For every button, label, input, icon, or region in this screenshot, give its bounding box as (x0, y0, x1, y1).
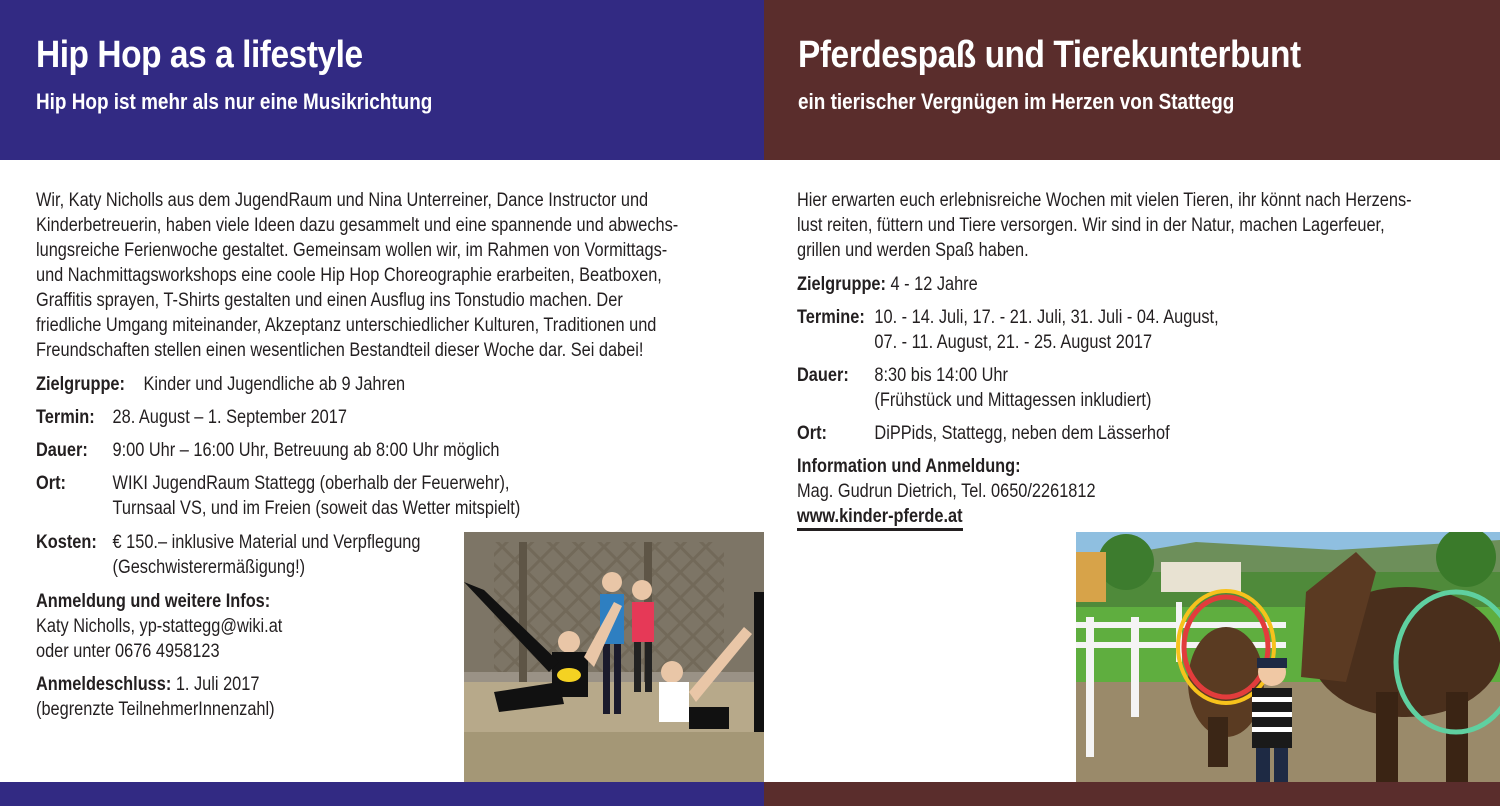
termine-label: Termine: (797, 307, 865, 328)
hiphop-footer-bar (0, 782, 764, 806)
zielgruppe-label: Zielgruppe: (797, 274, 886, 295)
hiphop-header (0, 0, 764, 160)
information-contact: Mag. Gudrun Dietrich, Tel. 0650/2261812 (797, 481, 1096, 502)
description-line: Hier erwarten euch erlebnisreiche Wochen mit vielen Tieren, ihr könnt nach Herzens- (797, 190, 1412, 211)
hiphop-photo (464, 532, 764, 782)
hiphop-subtitle: Hip Hop ist mehr als nur eine Musikrichtung (36, 89, 433, 114)
website-link[interactable]: www.kinder-pferde.at (797, 506, 963, 531)
anmeldeschluss-label: Anmeldeschluss: (36, 674, 172, 695)
termine-value-line2: 07. - 11. August, 21. - 25. August 2017 (874, 332, 1153, 353)
kosten-value-line1: € 150.– inklusive Material und Verpflegung (112, 532, 421, 553)
anmeldeschluss-value: 1. Juli 2017 (175, 674, 260, 695)
dauer-value: 9:00 Uhr – 16:00 Uhr, Betreuung ab 8:00 Uhr möglich (112, 440, 500, 461)
description-line: und Nachmittagsworkshops eine coole Hip Hop Choreographie erarbeiten, Beatboxen, (36, 265, 662, 286)
pferde-title: Pferdespaß und Tierekunterbunt (798, 34, 1301, 76)
pferde-zielgruppe (797, 272, 978, 297)
description-line: lungsreiche Ferienwoche gestaltet. Gemeinsam wollen wir, im Rahmen von Vormittags- (36, 240, 668, 261)
anmeldeschluss-note: (begrenzte TeilnehmerInnenzahl) (36, 699, 275, 720)
anmeldung-label: Anmeldung und weitere Infos: (36, 591, 271, 612)
anmeldung-email: Katy Nicholls, yp-stattegg@wiki.at (36, 616, 283, 637)
description-line: grillen und werden Spaß haben. (797, 240, 1029, 261)
pferde-subtitle: ein tierischer Vergnügen im Herzen von Stattegg (798, 89, 1235, 114)
ort-label: Ort: (797, 423, 827, 444)
pferde-panel (764, 0, 1500, 806)
dauer-label: Dauer: (797, 365, 849, 386)
zielgruppe-value: Kinder und Jugendliche ab 9 Jahren (143, 374, 406, 395)
description-line: Wir, Katy Nicholls aus dem JugendRaum und Nina Unterreiner, Dance Instructor und (36, 190, 649, 211)
anmeldung-phone: oder unter 0676 4958123 (36, 641, 220, 662)
zielgruppe-label: Zielgruppe: (36, 374, 125, 395)
hiphop-title: Hip Hop as a lifestyle (36, 34, 363, 76)
pferde-photo (1076, 532, 1500, 782)
dauer-label: Dauer: (36, 440, 88, 461)
description-line: Kinderbetreuerin, haben viele Ideen dazu gesammelt und eine spannende und abwechs- (36, 215, 679, 236)
termine-value-line1: 10. - 14. Juli, 17. - 21. Juli, 31. Juli - 04. August, (874, 307, 1219, 328)
hiphop-anmeldeschluss (36, 672, 275, 722)
pferde-header (764, 0, 1500, 160)
description-line: Freundschaften stellen einen wesentlichen Bestandteil dieser Woche dar. Sei dabei! (36, 340, 644, 361)
pferde-footer-bar (764, 782, 1500, 806)
dauer-value-line1: 8:30 bis 14:00 Uhr (874, 365, 1008, 386)
hiphop-description (36, 188, 678, 363)
description-line: Graffitis sprayen, T-Shirts gestalten und einen Ausflug ins Tonstudio machen. Der (36, 290, 623, 311)
ort-value-line1: WIKI JugendRaum Stattegg (oberhalb der Feuerwehr), (112, 473, 510, 494)
kosten-label: Kosten: (36, 532, 97, 553)
pferde-information (797, 454, 1096, 529)
hiphop-anmeldung (36, 589, 282, 664)
termin-value: 28. August – 1. September 2017 (112, 407, 347, 428)
dauer-value-line2: (Frühstück und Mittagessen inkludiert) (874, 390, 1152, 411)
description-line: lust reiten, füttern und Tiere versorgen. Wir sind in der Natur, machen Lagerfeuer, (797, 215, 1385, 236)
ort-label: Ort: (36, 473, 66, 494)
ort-value-line2: Turnsaal VS, und im Freien (soweit das Wetter mitspielt) (112, 498, 521, 519)
zielgruppe-value: 4 - 12 Jahre (890, 274, 978, 295)
description-line: friedliche Umgang miteinander, Akzeptanz unterschiedlicher Kulturen, Traditionen und (36, 315, 657, 336)
ort-value: DiPPids, Stattegg, neben dem Lässerhof (874, 423, 1170, 444)
information-label: Information und Anmeldung: (797, 456, 1021, 477)
pferde-description (797, 188, 1412, 263)
kosten-value-line2: (Geschwisterermäßigung!) (112, 557, 306, 578)
termin-label: Termin: (36, 407, 95, 428)
